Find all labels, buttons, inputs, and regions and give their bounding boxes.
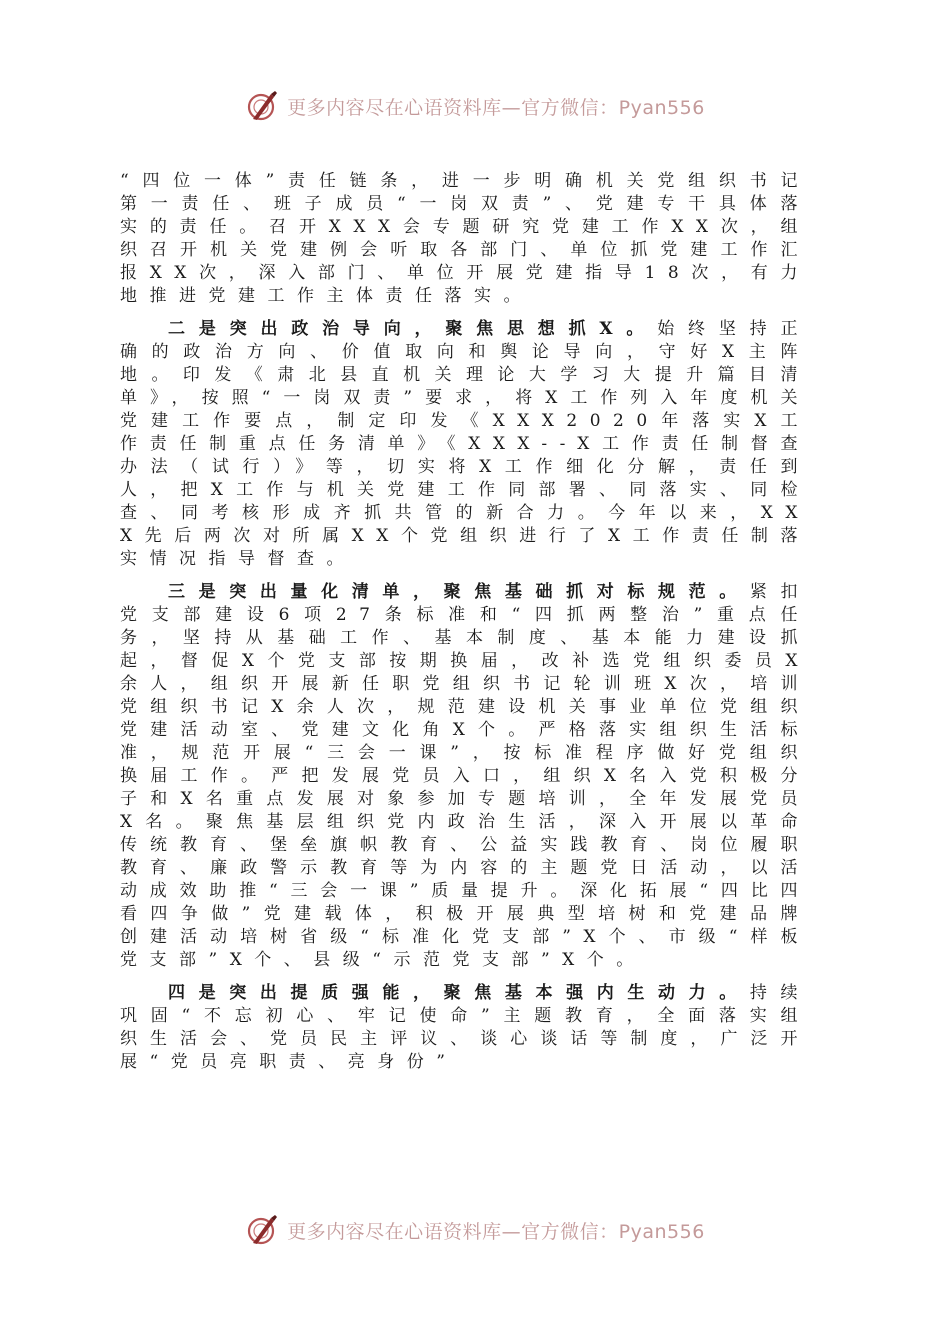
document-body [120, 170, 810, 1074]
paragraph-heading: 三是突出量化清单，聚焦基础抓对标规范。 [168, 582, 750, 602]
paragraph-continuation [120, 170, 810, 308]
watermark-text: 更多内容尽在心语资料库—官方微信：Pyan556 [287, 1220, 705, 1243]
pen-seal-icon [245, 89, 279, 123]
header-watermark [0, 86, 950, 126]
paragraph-political-orientation [120, 318, 810, 571]
paragraph-heading: 二是突出政治导向，聚焦思想抓X。 [168, 319, 658, 339]
footer-watermark [0, 1210, 950, 1250]
paragraph-text: 持续巩固“不忘初心、牢记使命”主题教育，全面落实组织生活会、党员民主评议、谈心谈话等制度，广泛开展“党员亮职责、亮身份” [120, 983, 810, 1072]
paragraph-text: “四位一体”责任链条，进一步明确机关党组织书记第一责任、班子成员“一岗双责”、党建专干具体落实的责任。召开XXX会专题研究党建工作XX次，组织召开机关党建例会听取各部门、单位抓党建工作汇报XX次，深入部门、单位开展党建指导18次，有力地推进党建工作主体责任落实。 [120, 171, 810, 306]
pen-seal-icon [245, 1213, 279, 1247]
paragraph-heading: 四是突出提质强能，聚焦基本强内生动力。 [168, 983, 750, 1003]
paragraph-text: 始终坚持正确的政治方向、价值取向和舆论导向，守好X主阵地。印发《肃北县直机关理论大学习大提升篇目清单》，按照“一岗双责”要求，将X工作列入年度机关党建工作要点，制定印发《XXX2020年落实X工作责任制重点任务清单》《XXX--X工作责任制督查办法（试行）》等，切实将X工作细化分解，责任到人，把X工作与机关党建工作同部署、同落实、同检查、同考核形成齐抓共管的新合力。今年以来，XXX先后两次对所属XX个党组织进行了X工作责任制落实情况指导督查。 [120, 319, 810, 569]
paragraph-quantified-checklist [120, 581, 810, 972]
paragraph-text: 紧扣党支部建设6项27条标准和“四抓两整治”重点任务，坚持从基础工作、基本制度、基本能力建设抓起，督促X个党支部按期换届，改补选党组织委员X余人，组织开展新任职党组织书记轮训班X次，培训党组织书记X余人次，规范建设机关事业单位党组织党建活动室、党建文化角X个。严格落实组织生活标准，规范开展“三会一课”，按标准程序做好党组织换届工作。严把发展党员入口，组织X名入党积极分子和X名重点发展对象参加专题培训，全年发展党员X名。聚焦基层组织党内政治生活，深入开展以革命传统教育、堡垒旗帜教育、公益实践教育、岗位履职教育、廉政警示教育等为内容的主题党日活动，以活动成效助推“三会一课”质量提升。深化拓展“四比四看四争做”党建载体，积极开展典型培树和党建品牌创建活动培树省级“标准化党支部”X个、市级“样板党支部”X个、县级“示范党支部”X个。 [120, 582, 810, 970]
watermark-text: 更多内容尽在心语资料库—官方微信：Pyan556 [287, 96, 705, 119]
paragraph-quality-capacity [120, 982, 810, 1074]
